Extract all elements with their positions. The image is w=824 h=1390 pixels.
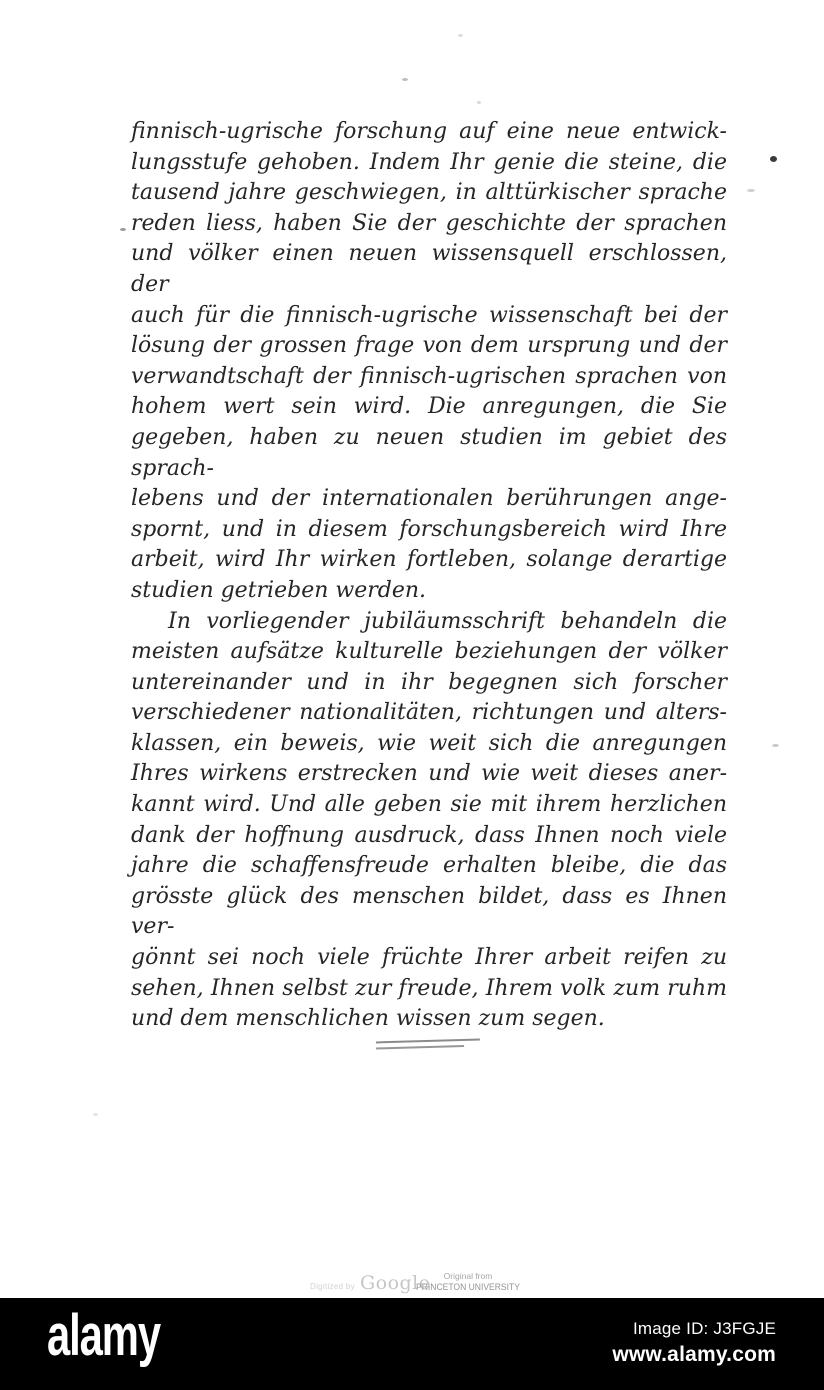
text-line: untereinander und in ihr begegnen sich forscher [131,669,727,695]
text-line: und dem menschlichen wissen zum segen. [131,1006,605,1032]
divider-rule-top [376,1039,480,1044]
text-line: verschiedener nationalitäten, richtungen und alters- [131,700,727,726]
text-line: klassen, ein beweis, wie weit sich die anregungen [131,730,727,756]
alamy-logo: alamy [47,1303,161,1368]
page-text-block [131,117,727,1035]
text-line: hohem wert sein wird. Die anregungen, die Sie [131,394,727,420]
text-line: und völker einen neuen wissensquell erschlossen, der [131,241,727,297]
divider-rule-bottom [376,1045,464,1049]
text-line: lungsstufe gehoben. Indem Ihr genie die steine, die [131,149,727,175]
text-line: reden liess, haben Sie der geschichte der sprachen [131,210,727,236]
text-line: studien getrieben werden. [131,577,427,603]
text-line: verwandtschaft der finnisch-ugrischen sprachen von [131,363,727,389]
alamy-watermark-bar [0,1298,824,1390]
text-line: dank der hoffnung ausdruck, dass Ihnen noch viele [131,822,727,848]
scan-speck [120,228,126,231]
text-line: arbeit, wird Ihr wirken fortleben, solange derartige [131,547,727,573]
scan-speck [770,156,777,162]
text-line: jahre die schaffensfreude erhalten bleibe, die das [131,853,727,879]
text-line: In vorliegender jubiläumsschrift behandeln die [168,608,727,634]
text-line: spornt, und in diesem forschungsbereich wird Ihre [131,516,727,542]
google-logo: Google [359,1272,431,1294]
scan-speck [93,1113,98,1116]
text-line: gegeben, haben zu neuen studien im gebiet des sprach- [131,424,727,481]
text-line: kannt wird. Und alle geben sie mit ihrem herzlichen [131,792,727,818]
image-id-block [612,1319,776,1367]
text-line: finnisch-ugrische forschung auf eine neue entwick- [131,119,727,144]
text-line: sehen, Ihnen selbst zur freude, Ihrem volk zum ruhm [131,975,727,1001]
original-from-block [408,1271,528,1293]
scan-speck [402,78,408,81]
text-line: gönnt sei noch viele früchte Ihrer arbeit reifen zu [131,945,727,971]
text-line: Ihres wirkens erstrecken und wie weit dieses aner- [131,761,727,787]
section-divider [376,1039,480,1050]
image-id-text: Image ID: J3FGJE [632,1319,776,1338]
alamy-url-text: www.alamy.com [612,1343,776,1366]
digitized-by-label: Digitized by [310,1282,355,1291]
text-line: lebens und der internationalen berührungen ange- [131,486,727,512]
scan-speck [747,189,755,192]
text-line: tausend jahre geschwiegen, in alttürkischer sprache [131,180,727,206]
scan-speck [458,34,463,37]
text-line: auch für die finnisch-ugrische wissenschaft bei der [131,302,727,328]
scan-speck [772,744,779,747]
institution-name: PRINCETON UNIVERSITY [416,1282,520,1293]
text-line: lösung der grossen frage von dem ursprung und der [131,333,727,359]
original-from-label: Original from [443,1271,493,1281]
scan-speck [477,101,481,104]
text-line: grösste glück des menschen bildet, dass es Ihnen ver- [131,883,727,940]
text-line: meisten aufsätze kulturelle beziehungen der völker [131,639,727,665]
